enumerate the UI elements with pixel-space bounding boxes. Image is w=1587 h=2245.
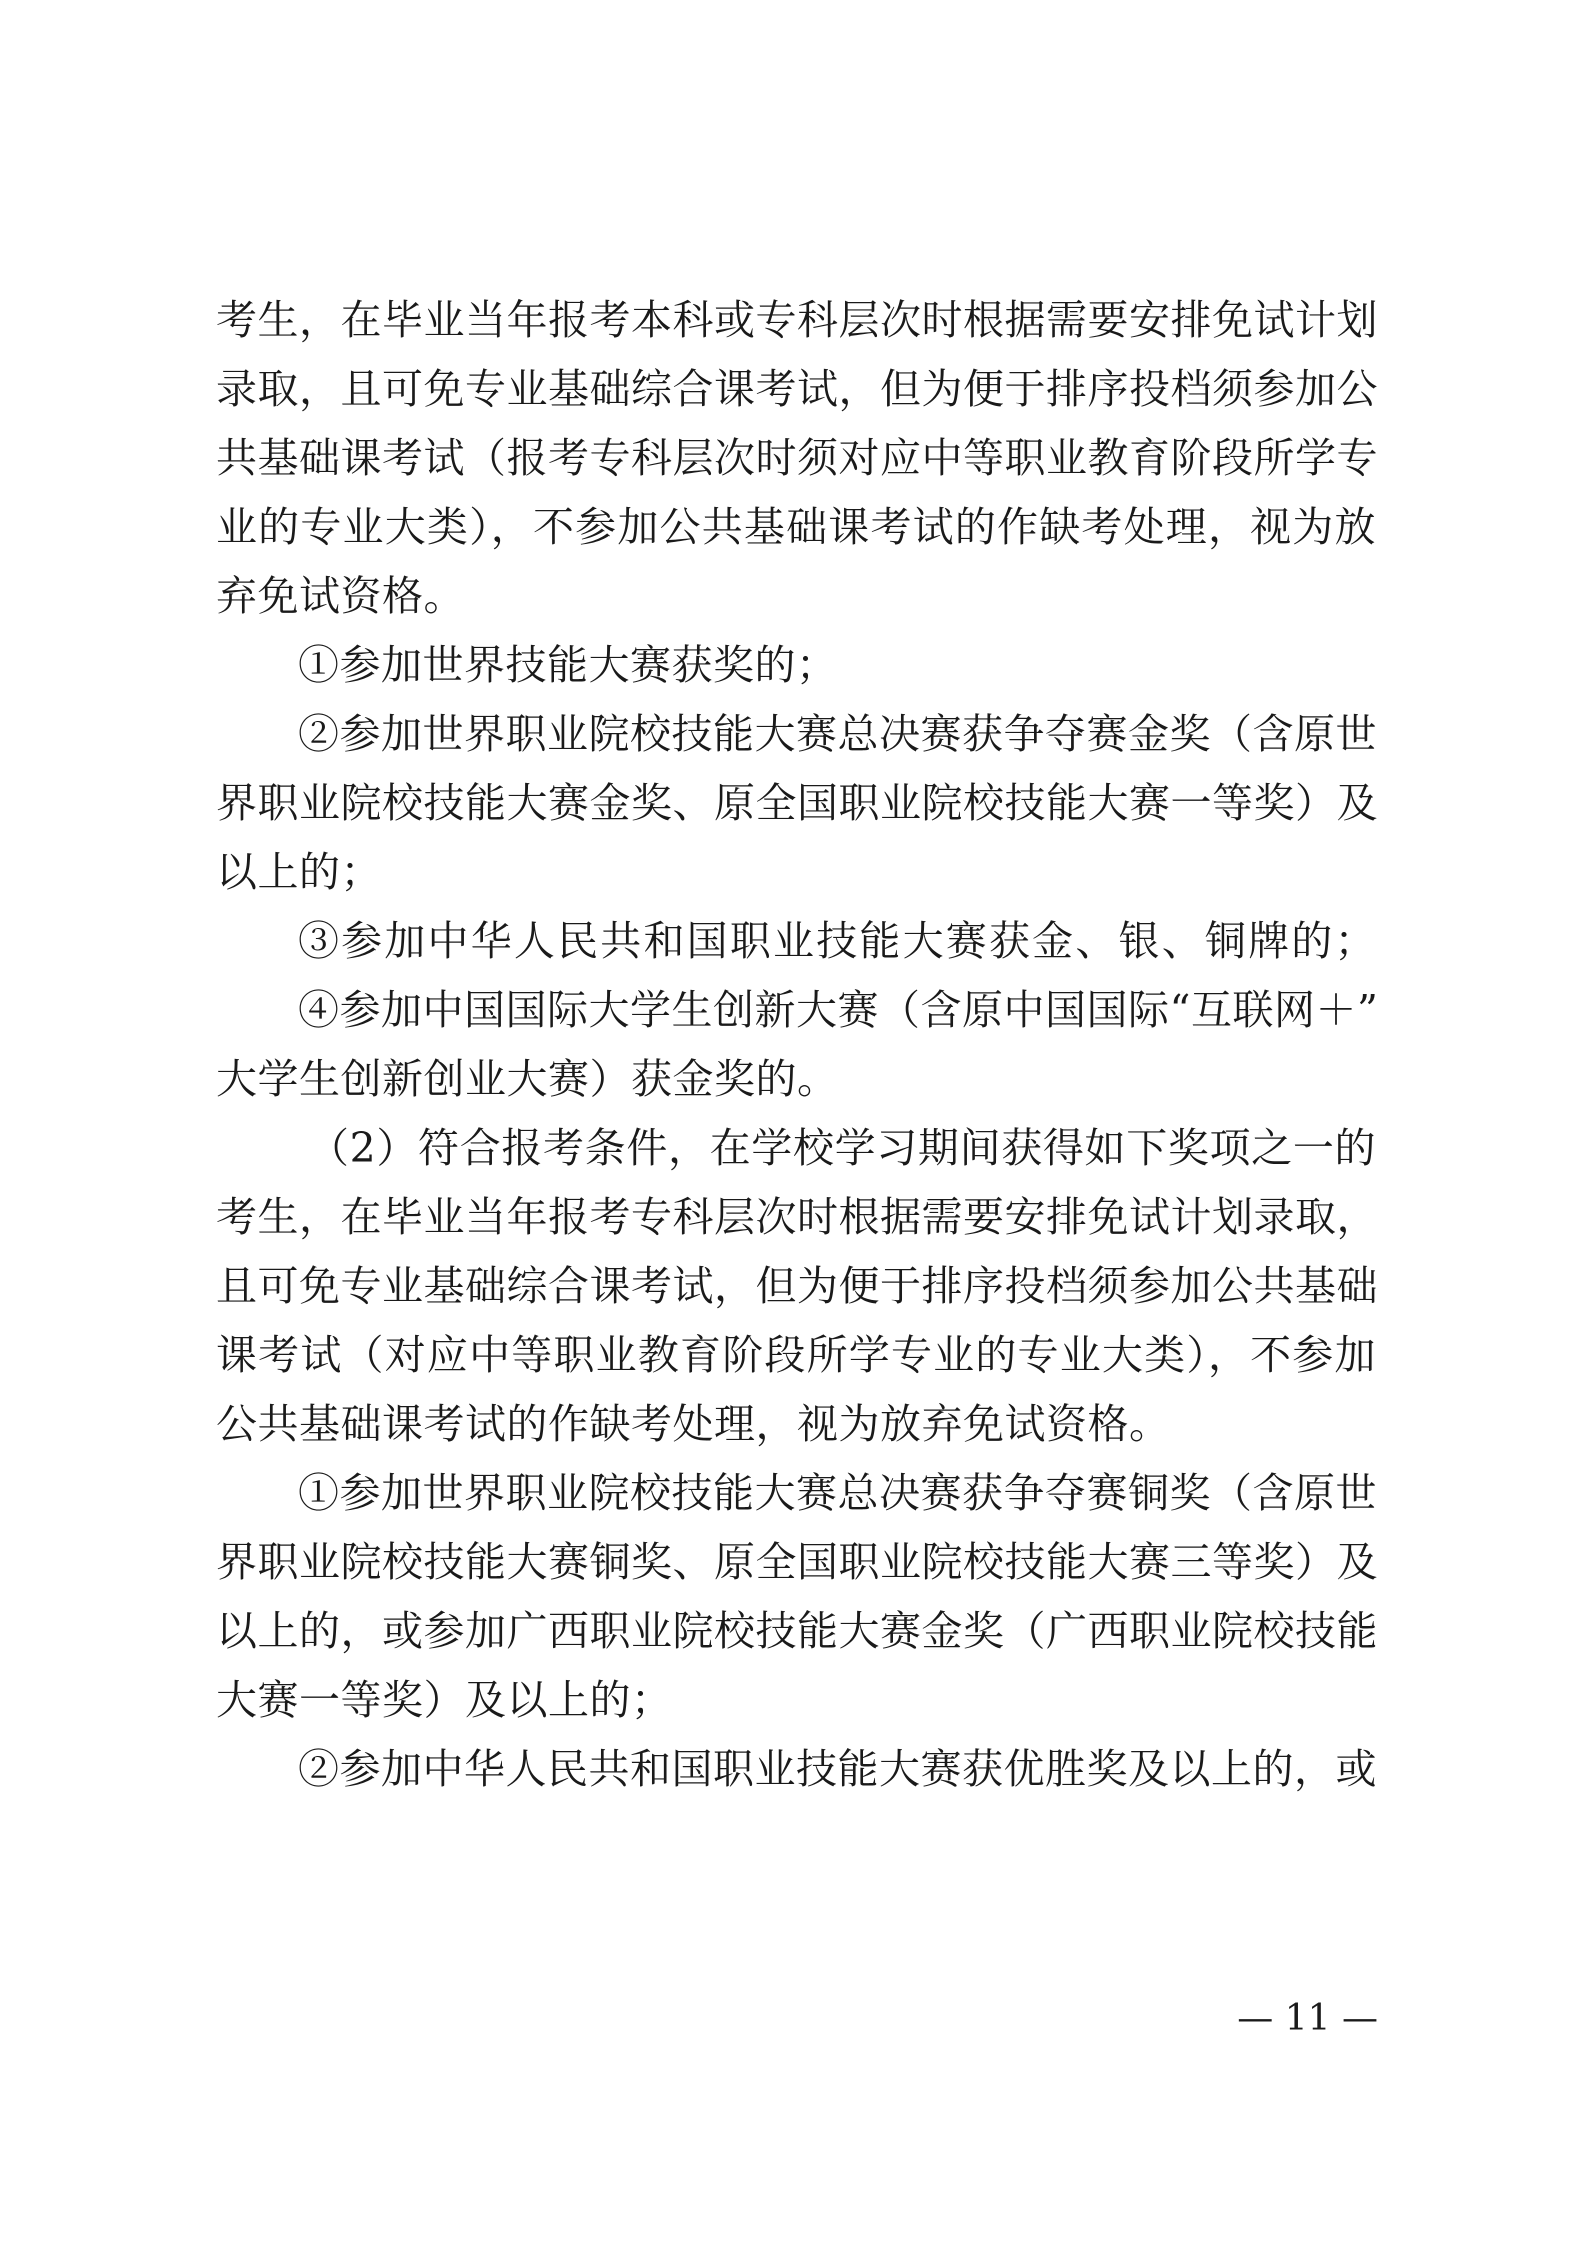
text-line: ③参加中华人民共和国职业技能大赛获金、银、铜牌的； bbox=[298, 917, 1376, 965]
text-line: 以上的； bbox=[216, 848, 382, 896]
text-line: 以上的，或参加广西职业院校技能大赛金奖（广西职业院校技能 bbox=[216, 1607, 1378, 1655]
body-text bbox=[216, 286, 1379, 1804]
text-line: 界职业院校技能大赛铜奖、原全国职业院校技能大赛三等奖）及 bbox=[216, 1538, 1378, 1586]
text-line: 课考试（对应中等职业教育阶段所学专业的专业大类），不参加 bbox=[216, 1331, 1376, 1379]
text-line: 界职业院校技能大赛金奖、原全国职业院校技能大赛一等奖）及 bbox=[216, 779, 1378, 827]
text-line: ②参加世界职业院校技能大赛总决赛获争夺赛金奖（含原世 bbox=[298, 710, 1377, 758]
text-line: 公共基础课考试的作缺考处理，视为放弃免试资格。 bbox=[216, 1400, 1171, 1448]
text-line: 录取，且可免专业基础综合课考试，但为便于排序投档须参加公 bbox=[216, 365, 1378, 413]
text-line: ①参加世界职业院校技能大赛总决赛获争夺赛铜奖（含原世 bbox=[298, 1469, 1377, 1517]
text-line: 考生，在毕业当年报考专科层次时根据需要安排免试计划录取， bbox=[216, 1193, 1378, 1241]
page-number: — 11 — bbox=[1237, 1998, 1378, 2039]
text-line: 共基础课考试（报考专科层次时须对应中等职业教育阶段所学专 bbox=[216, 434, 1378, 482]
text-line: 且可免专业基础综合课考试，但为便于排序投档须参加公共基础 bbox=[216, 1262, 1378, 1310]
text-line: 考生，在毕业当年报考本科或专科层次时根据需要安排免试计划 bbox=[216, 296, 1378, 344]
text-line: 弃免试资格。 bbox=[216, 572, 465, 620]
text-line: 大学生创新创业大赛）获金奖的。 bbox=[216, 1055, 839, 1103]
text-line: 业的专业大类），不参加公共基础课考试的作缺考处理，视为放 bbox=[216, 503, 1376, 551]
text-line: ①参加世界技能大赛获奖的； bbox=[298, 641, 838, 689]
text-line: 大赛一等奖）及以上的； bbox=[216, 1676, 673, 1724]
text-line: ④参加中国国际大学生创新大赛（含原中国国际“互联网＋” bbox=[298, 986, 1379, 1034]
text-line: （2）符合报考条件，在学校学习期间获得如下奖项之一的 bbox=[308, 1124, 1376, 1172]
text-line: ②参加中华人民共和国职业技能大赛获优胜奖及以上的，或 bbox=[298, 1745, 1377, 1793]
